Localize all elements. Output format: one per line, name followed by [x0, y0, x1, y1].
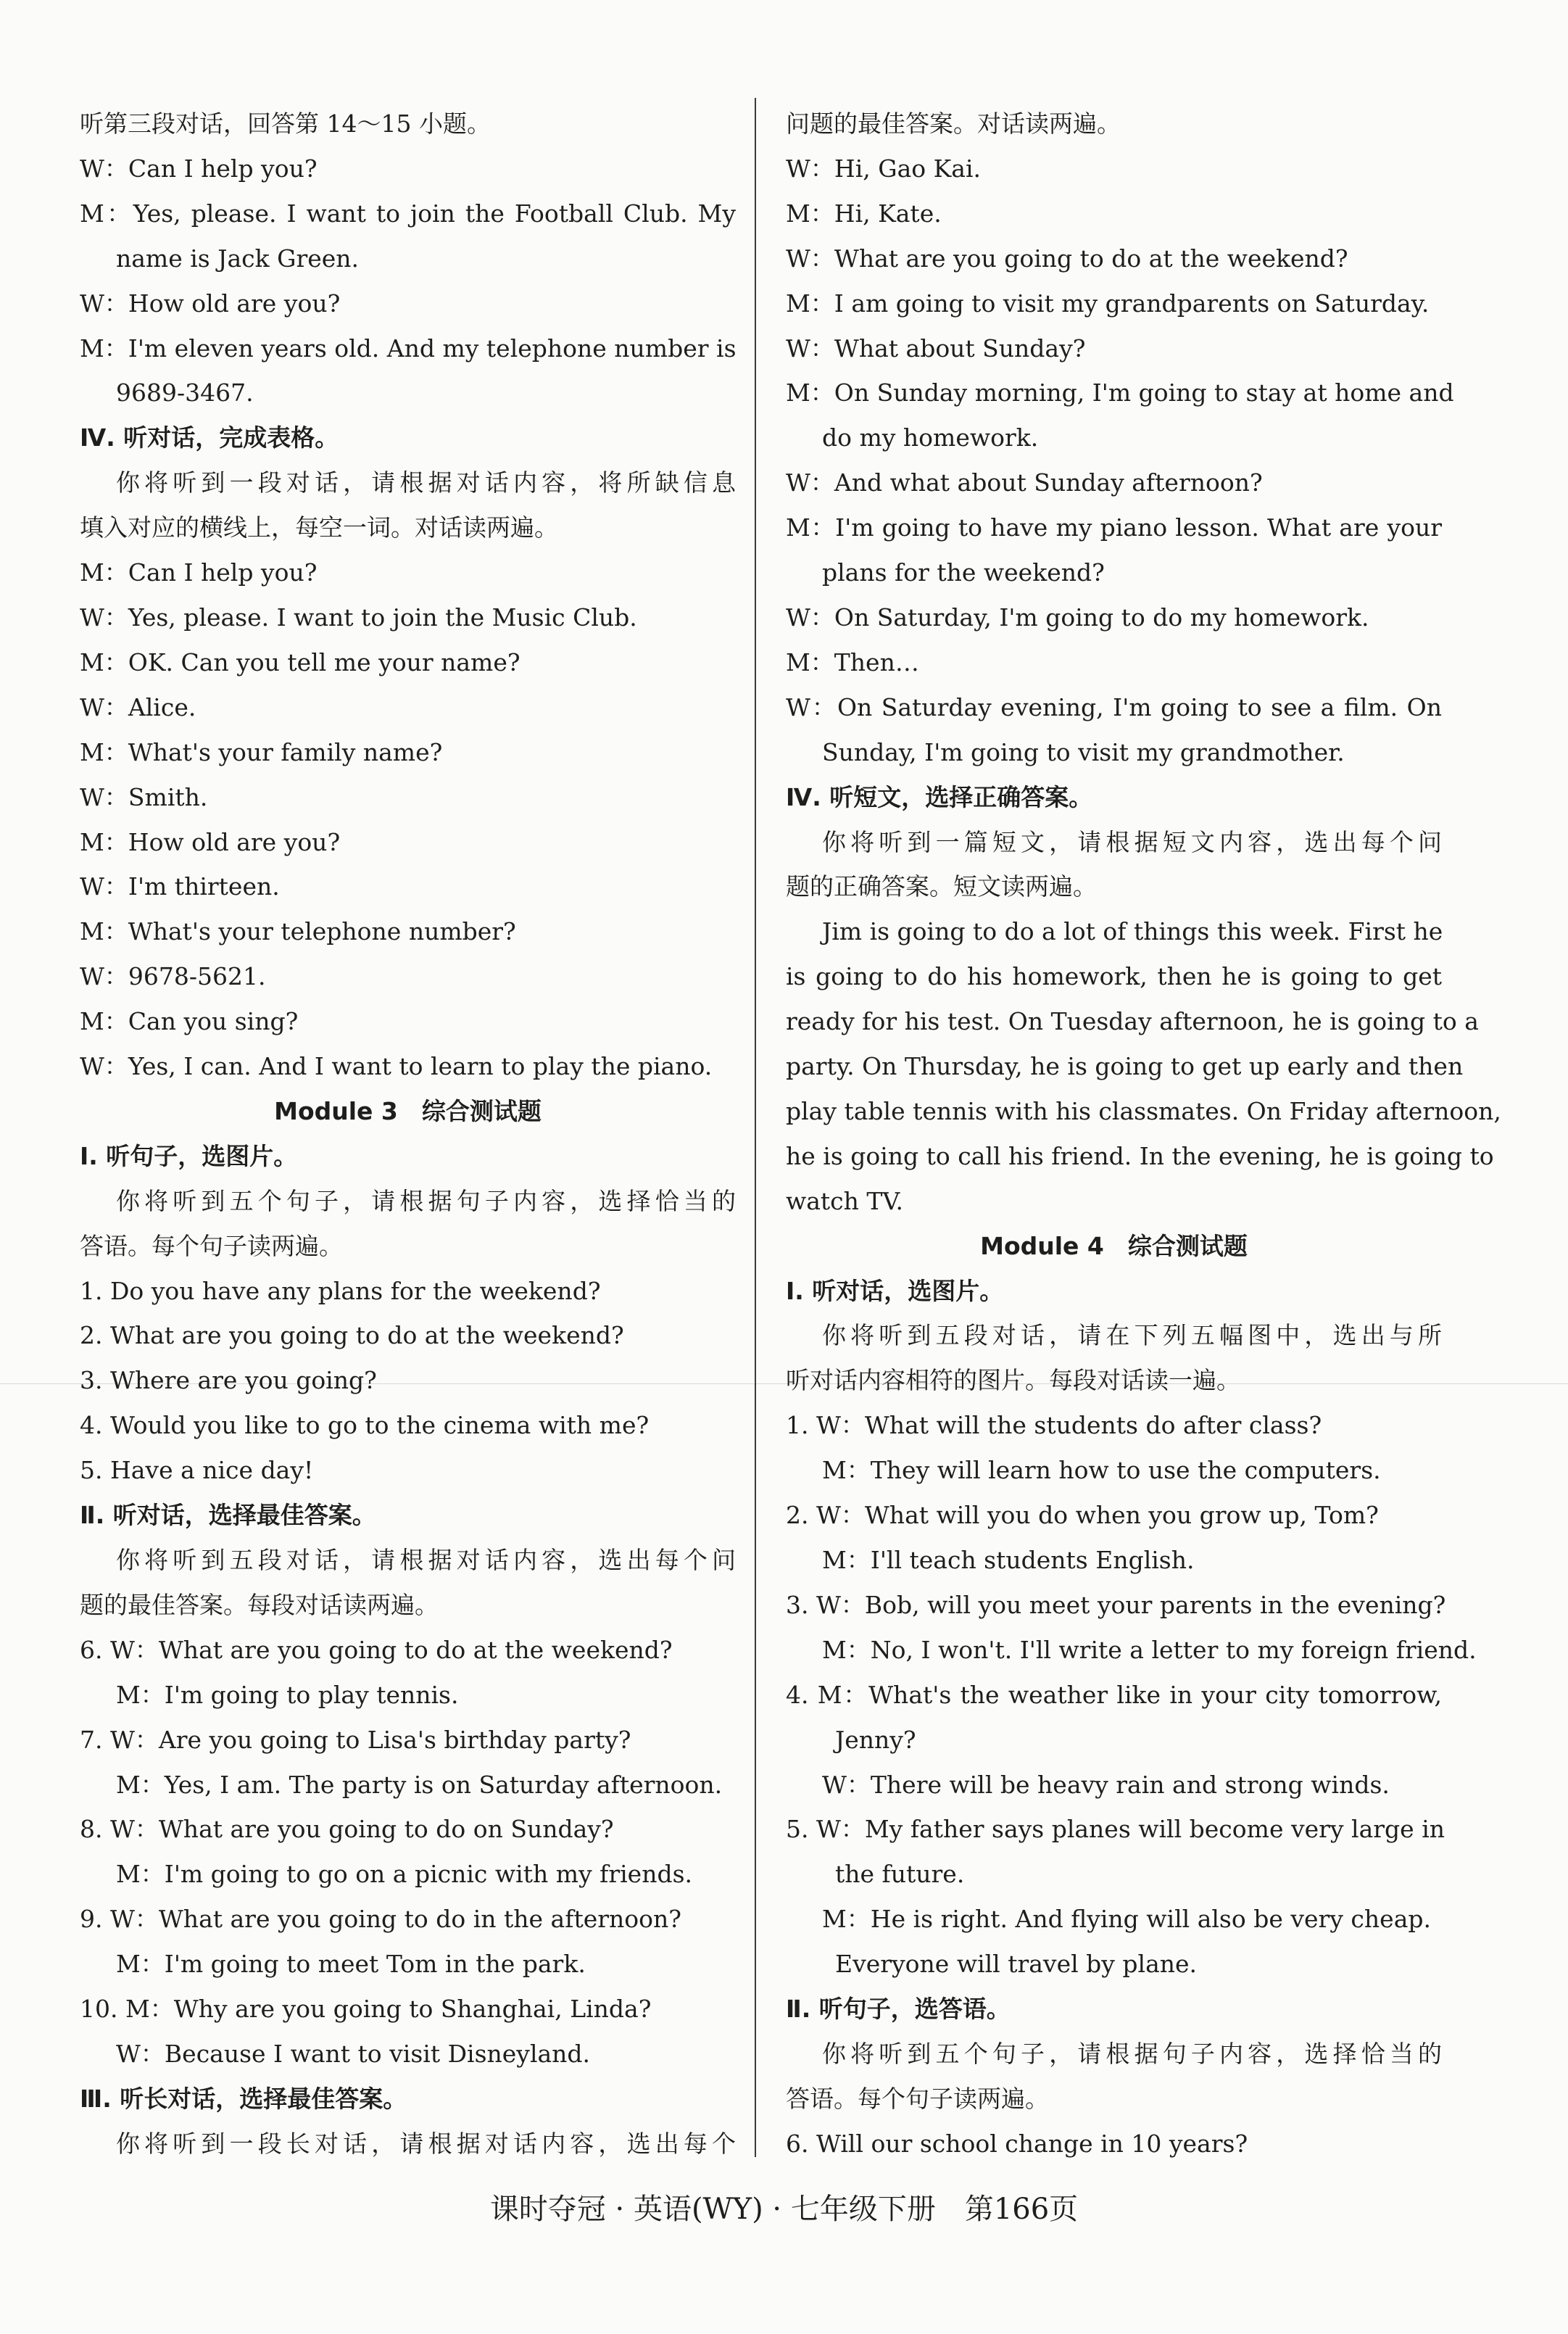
- left-column-line: W：How old are you?: [80, 289, 341, 318]
- right-column-line: W：And what about Sunday afternoon?: [786, 468, 1263, 497]
- column-divider: [755, 98, 756, 2157]
- left-column-line: W：Yes, I can. And I want to learn to play the piano.: [80, 1052, 713, 1081]
- left-column-line: 你将听到五段对话，请根据对话内容，选出每个问: [116, 1546, 736, 1574]
- left-column-line: Ⅲ. 听长对话，选择最佳答案。: [80, 2084, 407, 2113]
- right-column-line: 1. W：What will the students do after class?: [786, 1411, 1322, 1440]
- right-column-line: Everyone will travel by plane.: [835, 1950, 1198, 1979]
- left-column-line: M：Yes, please. I want to join the Football Club. My: [80, 199, 736, 228]
- right-column-line: M：I'll teach students English.: [822, 1546, 1195, 1574]
- left-column-line: 你将听到一段长对话，请根据对话内容，选出每个: [116, 2129, 736, 2158]
- right-column-line: 4. M：What's the weather like in your city tomorrow,: [786, 1680, 1442, 1709]
- right-column-line: W：Hi, Gao Kai.: [786, 154, 981, 183]
- right-column-line: play table tennis with his classmates. On Friday afternoon,: [786, 1096, 1501, 1125]
- left-column-line: 你将听到五个句子，请根据句子内容，选择恰当的: [116, 1186, 736, 1215]
- left-column-line: M：OK. Can you tell me your name?: [80, 647, 520, 676]
- left-column-line: 听第三段对话，回答第 14～15 小题。: [80, 109, 491, 138]
- right-column-line: M：I'm going to have my piano lesson. What are your: [786, 513, 1442, 542]
- left-column-line: M：I'm eleven years old. And my telephone number is: [80, 334, 737, 363]
- right-column-line: Ⅰ. 听对话，选图片。: [786, 1276, 1004, 1305]
- left-column-line: M：What's your family name?: [80, 737, 443, 766]
- right-column-line: plans for the weekend?: [822, 558, 1105, 587]
- right-column-line: 答语。每个句子读两遍。: [786, 2084, 1049, 2113]
- right-column-line: M：Then…: [786, 647, 919, 676]
- right-column-line: Module 4 综合测试题: [980, 1231, 1248, 1260]
- right-column-line: M：He is right. And flying will also be very cheap.: [822, 1905, 1431, 1934]
- left-column-line: M：Can I help you?: [80, 558, 318, 587]
- right-column-line: M：I am going to visit my grandparents on Saturday.: [786, 289, 1430, 318]
- right-column-line: party. On Thursday, he is going to get up early and then: [786, 1052, 1464, 1081]
- left-column-line: 9. W：What are you going to do in the afternoon?: [80, 1905, 681, 1934]
- right-column-line: W：There will be heavy rain and strong winds.: [822, 1770, 1390, 1799]
- right-column-line: M：Hi, Kate.: [786, 199, 942, 228]
- right-column-line: 题的正确答案。短文读两遍。: [786, 872, 1097, 901]
- left-column-line: 9689-3467.: [116, 378, 254, 407]
- right-column-line: the future.: [835, 1860, 965, 1889]
- left-column-line: Ⅱ. 听对话，选择最佳答案。: [80, 1501, 376, 1530]
- right-column-line: 问题的最佳答案。对话读两遍。: [786, 109, 1121, 138]
- right-column-line: 你将听到五段对话，请在下列五幅图中，选出与所: [822, 1321, 1442, 1350]
- right-column-line: he is going to call his friend. In the evening, he is going to: [786, 1141, 1494, 1170]
- left-column-line: 答语。每个句子读两遍。: [80, 1231, 343, 1260]
- left-column-line: M：What's your telephone number?: [80, 917, 516, 946]
- left-column-line: W：Yes, please. I want to join the Music Club.: [80, 603, 637, 632]
- right-column-line: ready for his test. On Tuesday afternoon, he is going to a: [786, 1007, 1479, 1036]
- left-column-line: 5. Have a nice day!: [80, 1456, 314, 1485]
- right-column-line: W：What about Sunday?: [786, 334, 1086, 363]
- right-column-line: 你将听到五个句子，请根据句子内容，选择恰当的: [822, 2039, 1442, 2068]
- left-column-line: M：Yes, I am. The party is on Saturday afternoon.: [116, 1770, 723, 1799]
- right-column-line: watch TV.: [786, 1186, 903, 1215]
- left-column-line: W：Alice.: [80, 692, 196, 721]
- left-column-line: M：I'm going to play tennis.: [116, 1680, 459, 1709]
- right-column-line: Ⅱ. 听句子，选答语。: [786, 1995, 1011, 2024]
- right-column: [786, 102, 1501, 2167]
- right-column-line: M：No, I won't. I'll write a letter to my foreign friend.: [822, 1635, 1477, 1664]
- right-column-line: 听对话内容相符的图片。每段对话读一遍。: [786, 1366, 1240, 1395]
- right-column-line: Jim is going to do a lot of things this week. First he: [822, 917, 1443, 946]
- right-column-line: is going to do his homework, then he is going to get: [786, 962, 1442, 991]
- left-column-line: M：Can you sing?: [80, 1007, 299, 1036]
- left-column-line: 题的最佳答案。每段对话读两遍。: [80, 1590, 439, 1619]
- left-column-line: Module 3 综合测试题: [274, 1096, 542, 1125]
- right-column-line: 6. Will our school change in 10 years?: [786, 2129, 1248, 2158]
- left-column-line: W：I'm thirteen.: [80, 872, 280, 901]
- left-column-line: name is Jack Green.: [116, 244, 360, 273]
- left-column-line: 8. W：What are you going to do on Sunday?: [80, 1815, 614, 1844]
- left-column-line: 7. W：Are you going to Lisa's birthday party?: [80, 1725, 631, 1754]
- right-column-line: W：On Saturday, I'm going to do my homework.: [786, 603, 1369, 632]
- page-footer: 课时夺冠 · 英语(WY) · 七年级下册 第166页: [489, 2193, 1079, 2226]
- left-column-line: Ⅳ. 听对话，完成表格。: [80, 423, 339, 452]
- left-column-line: M：I'm going to meet Tom in the park.: [116, 1950, 586, 1979]
- left-column-line: 你将听到一段对话，请根据对话内容，将所缺信息: [116, 468, 736, 497]
- left-column-line: 6. W：What are you going to do at the weekend?: [80, 1635, 673, 1664]
- right-column-line: do my homework.: [822, 423, 1039, 452]
- left-column-line: W：Can I help you?: [80, 154, 318, 183]
- left-column-line: M：How old are you?: [80, 827, 341, 856]
- left-column-line: 填入对应的横线上，每空一词。对话读两遍。: [80, 513, 558, 542]
- right-column-line: M：On Sunday morning, I'm going to stay at home and: [786, 378, 1454, 407]
- left-column-line: 2. What are you going to do at the weekend?: [80, 1321, 624, 1350]
- left-column-line: M：I'm going to go on a picnic with my friends.: [116, 1860, 693, 1889]
- left-column-line: W：Because I want to visit Disneyland.: [116, 2039, 591, 2068]
- left-column-line: 4. Would you like to go to the cinema with me?: [80, 1411, 650, 1440]
- left-column-line: 10. M：Why are you going to Shanghai, Linda?: [80, 1995, 652, 2024]
- left-column-line: 1. Do you have any plans for the weekend?: [80, 1276, 601, 1305]
- left-column-line: W：9678-5621.: [80, 962, 266, 991]
- left-column-line: 3. Where are you going?: [80, 1366, 377, 1395]
- right-column-line: 3. W：Bob, will you meet your parents in the evening?: [786, 1590, 1446, 1619]
- right-column-line: Jenny?: [835, 1725, 916, 1754]
- left-column-line: Ⅰ. 听句子，选图片。: [80, 1141, 298, 1170]
- right-column-line: 2. W：What will you do when you grow up, Tom?: [786, 1501, 1379, 1530]
- left-column: [80, 102, 736, 2167]
- right-column-line: 你将听到一篇短文，请根据短文内容，选出每个问: [822, 827, 1442, 856]
- right-column-line: 5. W：My father says planes will become very large in: [786, 1815, 1445, 1844]
- right-column-line: Ⅳ. 听短文，选择正确答案。: [786, 782, 1093, 811]
- right-column-line: M：They will learn how to use the computers.: [822, 1456, 1381, 1485]
- right-column-line: Sunday, I'm going to visit my grandmother.: [822, 737, 1345, 766]
- left-column-line: W：Smith.: [80, 782, 208, 811]
- right-column-line: W：On Saturday evening, I'm going to see a film. On: [786, 692, 1442, 721]
- right-column-line: W：What are you going to do at the weekend?: [786, 244, 1348, 273]
